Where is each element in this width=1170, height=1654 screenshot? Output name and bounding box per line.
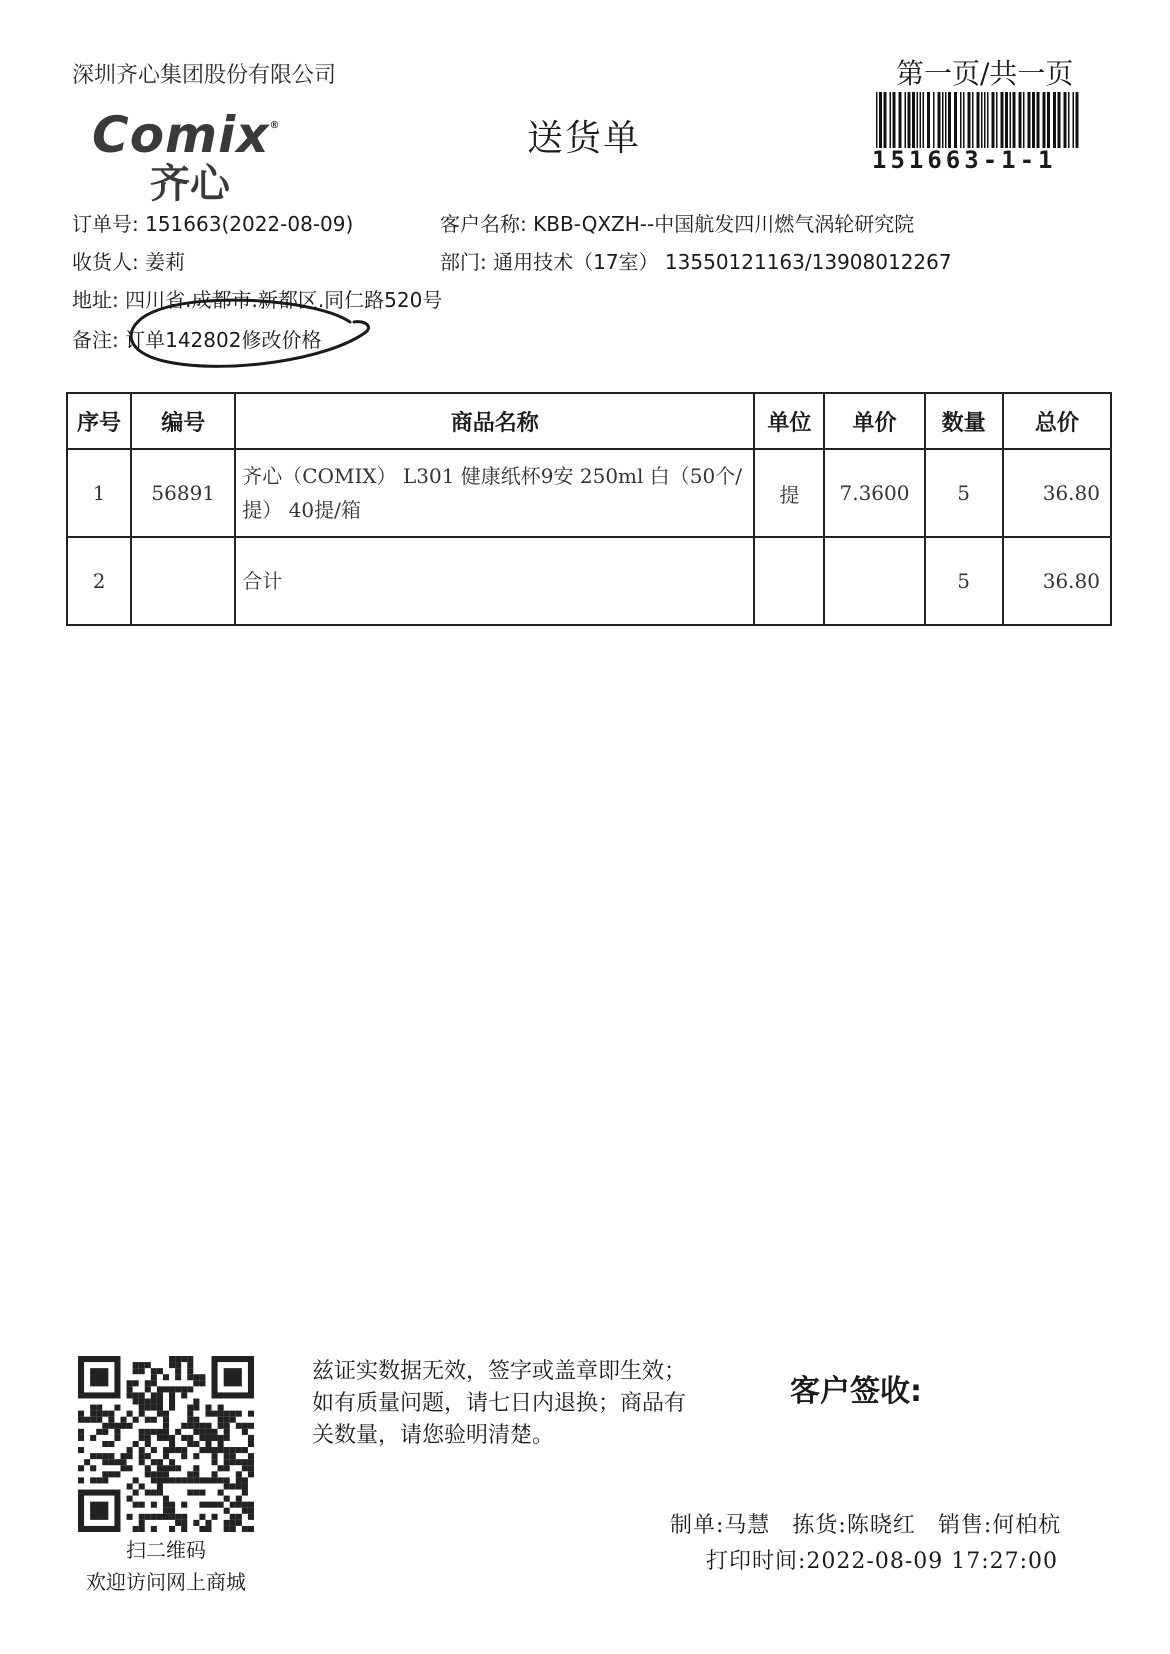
customer-value: KBB-QXZH--中国航发四川燃气涡轮研究院 bbox=[533, 212, 915, 236]
barcode-number: 151663-1-1 bbox=[872, 146, 1057, 174]
header-unit: 单位 bbox=[754, 393, 824, 449]
order-number-field bbox=[72, 208, 353, 237]
cell-quantity: 5 bbox=[925, 449, 1003, 537]
comix-logo: Comix® bbox=[92, 106, 281, 164]
cell-code: 56891 bbox=[131, 449, 235, 537]
logo-cn-text: 齐心 bbox=[150, 161, 230, 207]
cell-product-name: 合计 bbox=[235, 537, 754, 625]
notice-text: 兹证实数据无效，签字或盖章即生效；如有质量问题，请七日内退换；商品有关数量，请您验明清楚。 bbox=[312, 1359, 687, 1448]
barcode bbox=[876, 92, 1082, 148]
remark-label: 备注: bbox=[72, 328, 119, 352]
goods-table bbox=[66, 392, 1112, 626]
qr-code bbox=[78, 1356, 254, 1532]
header-unit-price: 单价 bbox=[824, 393, 924, 449]
salesperson: 销售:何柏杭 bbox=[937, 1513, 1062, 1538]
remark-value: 订单142802修改价格 bbox=[125, 328, 322, 352]
table-header-row bbox=[67, 393, 1111, 449]
address-value: 四川省.成都市.新都区.同仁路520号 bbox=[125, 288, 443, 312]
cell-product-name: 齐心（COMIX） L301 健康纸杯9安 250ml 白（50个/提） 40提/箱 bbox=[235, 449, 754, 537]
cell-total: 36.80 bbox=[1003, 537, 1111, 625]
document-title: 送货单 bbox=[527, 118, 642, 159]
receiver-label: 收货人: bbox=[72, 250, 139, 274]
qr-caption-line-2: 欢迎访问网上商城 bbox=[86, 1570, 246, 1594]
company-name: 深圳齐心集团股份有限公司 bbox=[72, 63, 337, 88]
handwritten-circle-mark bbox=[118, 292, 378, 380]
department-field bbox=[440, 246, 952, 275]
qr-caption-line-1: 扫二维码 bbox=[126, 1538, 206, 1562]
header-total: 总价 bbox=[1003, 393, 1111, 449]
header-code: 编号 bbox=[131, 393, 235, 449]
cell-seq: 2 bbox=[67, 537, 131, 625]
picker: 拣货:陈晓红 bbox=[792, 1513, 916, 1538]
receiver-value: 姜莉 bbox=[145, 250, 186, 274]
qr-caption bbox=[66, 1534, 266, 1598]
cell-quantity: 5 bbox=[925, 537, 1003, 625]
table-row bbox=[67, 537, 1111, 625]
customer-label: 客户名称: bbox=[440, 212, 527, 236]
receiver-field bbox=[72, 246, 185, 275]
customer-signature-label: 客户签收: bbox=[790, 1374, 922, 1409]
department-label: 部门: bbox=[440, 250, 487, 274]
cell-seq: 1 bbox=[67, 449, 131, 537]
order-number-value: 151663(2022-08-09) bbox=[145, 212, 354, 236]
cell-unit: 提 bbox=[754, 449, 824, 537]
maker: 制单:马慧 bbox=[670, 1513, 771, 1538]
staff-line bbox=[670, 1508, 1075, 1539]
header-seq: 序号 bbox=[67, 393, 131, 449]
cell-code bbox=[131, 537, 235, 625]
logo-en-text: Comix bbox=[92, 106, 270, 164]
table-row bbox=[67, 449, 1111, 537]
cell-unit bbox=[754, 537, 824, 625]
order-number-label: 订单号: bbox=[72, 212, 139, 236]
print-time: 打印时间:2022-08-09 17:27:00 bbox=[706, 1549, 1059, 1574]
department-value: 通用技术（17室） 13550121163/13908012267 bbox=[493, 250, 952, 274]
header-product-name: 商品名称 bbox=[235, 393, 754, 449]
address-label: 地址: bbox=[72, 288, 119, 312]
page-info: 第一页/共一页 bbox=[896, 57, 1074, 90]
customer-field bbox=[440, 208, 914, 237]
cell-unit-price bbox=[824, 537, 924, 625]
cell-total: 36.80 bbox=[1003, 449, 1111, 537]
header-quantity: 数量 bbox=[925, 393, 1003, 449]
cell-unit-price: 7.3600 bbox=[824, 449, 924, 537]
